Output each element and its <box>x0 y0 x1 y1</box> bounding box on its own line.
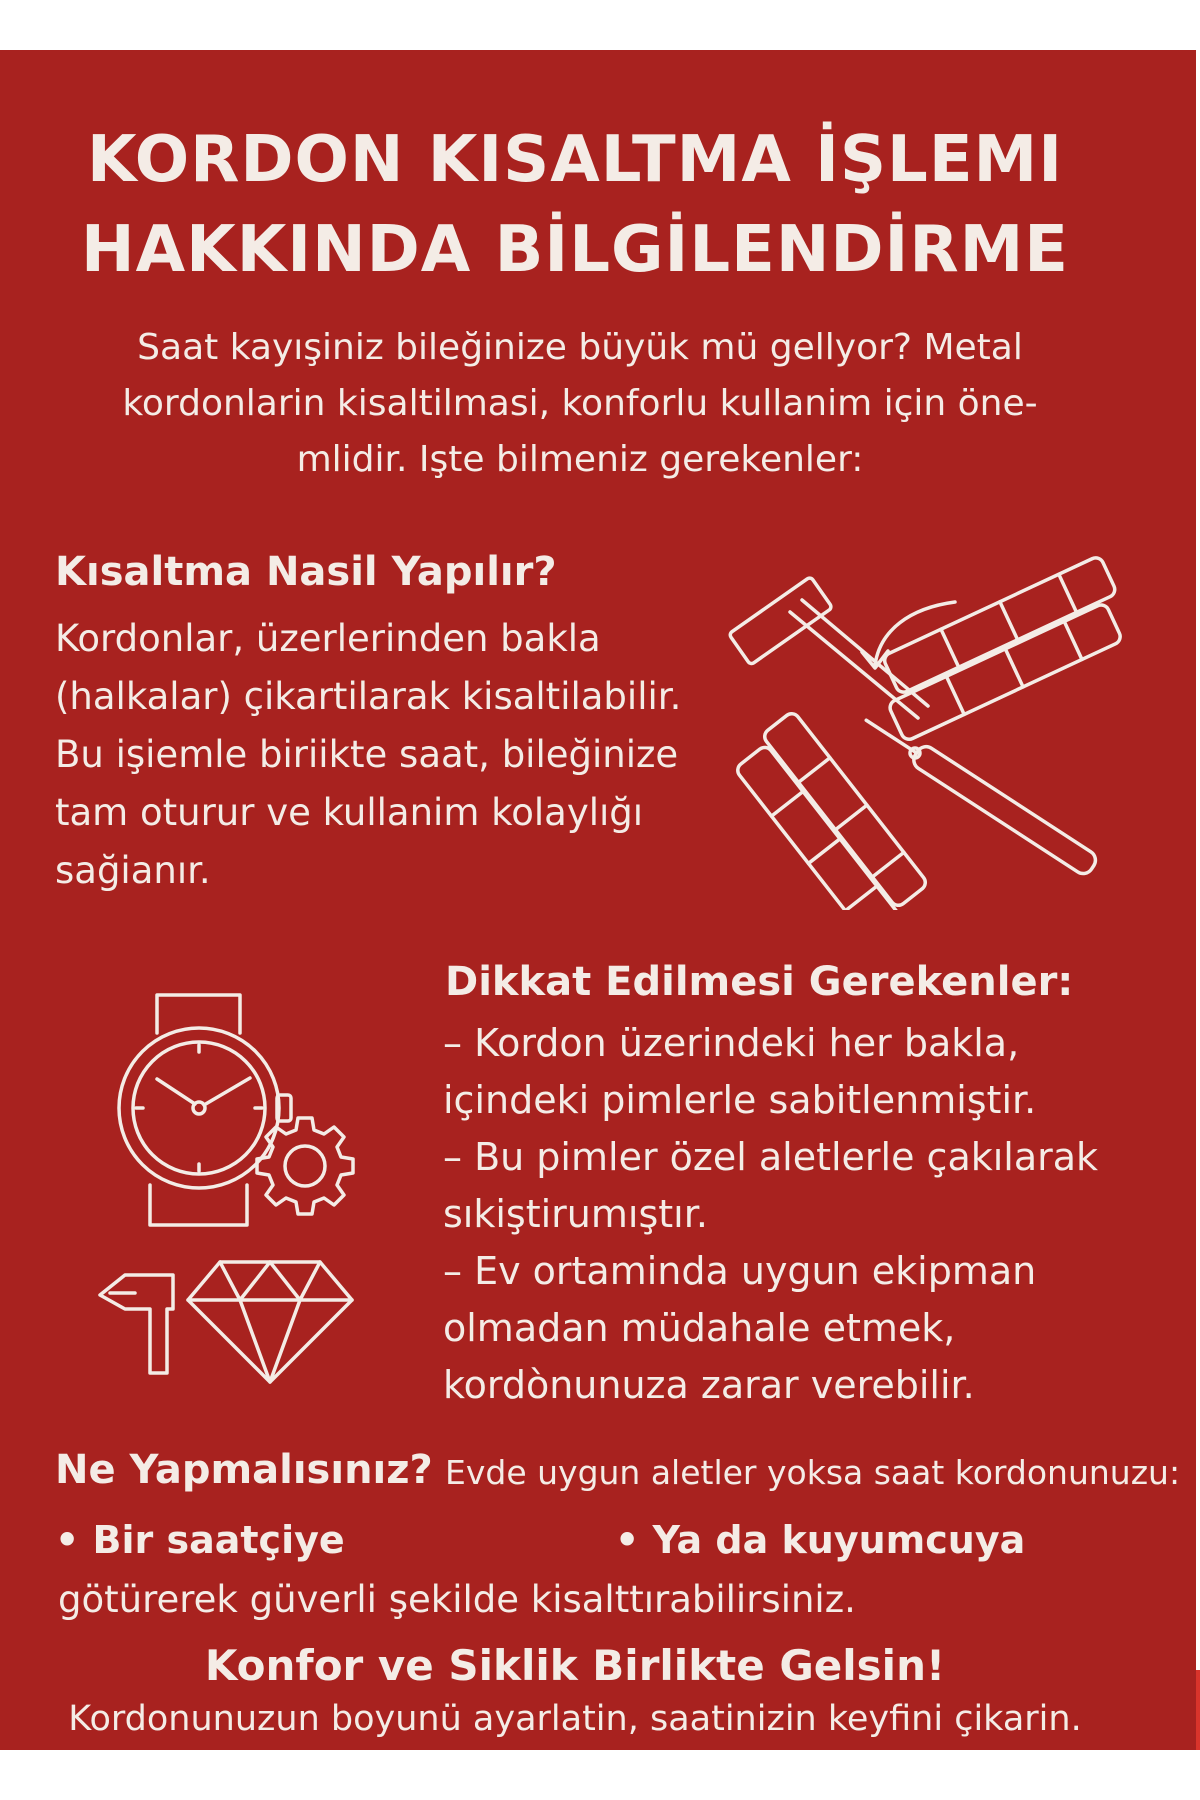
footer-heading: Konfor ve Siklik Birlikte Gelsin! <box>204 1641 946 1690</box>
attention-heading: Dikkat Edilmesi Gerekenler: <box>445 959 1074 1005</box>
how-heading: Kısaltma Nasil Yapılır? <box>55 549 557 595</box>
intro-line-2: kordonlarin kisaltilmasi, konforlu kullanim için öne- <box>122 383 1038 424</box>
bullet-watchmaker: • Bir saatçiye <box>55 1518 345 1562</box>
how-line: (halkalar) çikartilarak kisaltilabilir. <box>55 675 682 718</box>
what-closing: götürerek güverli şekilde kisalttırabilirsiniz. <box>58 1578 856 1621</box>
attention-body <box>443 1015 1098 1414</box>
attention-line: – Bu pimler özel aletlerle çakılarak <box>443 1135 1099 1179</box>
intro-line-3: mlidir. Işte bilmeniz gerekenler: <box>296 439 864 480</box>
hammer-bracelet-pin-icon <box>710 550 1150 910</box>
edge-accent <box>1196 1670 1200 1750</box>
diamond-icon <box>180 1250 360 1390</box>
how-line: Bu işiemle biriikte saat, bileğinize <box>55 733 679 776</box>
how-line: sağianır. <box>55 849 211 892</box>
title-line-2: HAKKINDA BİLGİLENDİRME <box>81 213 1069 287</box>
intro-line-1: Saat kayışiniz bileğinize büyük mü gellyor? Metal <box>137 327 1023 368</box>
how-line: tam oturur ve kullanim kolaylığı <box>55 791 644 834</box>
attention-line: olmadan müdahale etmek, <box>443 1306 956 1350</box>
attention-line: – Kordon üzerindeki her bakla, <box>443 1021 1020 1065</box>
bullet-jeweler: • Ya da kuyumcuya <box>615 1518 1026 1562</box>
attention-line: – Ev ortaminda uygun ekipman <box>443 1249 1037 1293</box>
how-line: Kordonlar, üzerlerinden bakla <box>55 617 601 660</box>
what-heading: Ne Yapmalısınız? <box>55 1447 433 1493</box>
right-border <box>1196 0 1200 1800</box>
how-body <box>55 610 681 900</box>
gear-icon <box>250 1110 360 1220</box>
attention-line: kordònunuza zarar verebilir. <box>443 1363 975 1407</box>
info-poster <box>0 50 1196 1750</box>
title-line-1: KORDON KISALTMA İŞLEMI <box>86 123 1064 197</box>
attention-line: sıkiştirumıştır. <box>443 1192 708 1236</box>
attention-line: içindeki pimlerle sabitlenmiştir. <box>443 1078 1037 1122</box>
footer-text: Kordonunuzun boyunü ayarlatin, saatinizin keyfini çikarin. <box>68 1699 1082 1739</box>
what-subtext: Evde uygun aletler yoksa saat kordonunuzu: <box>445 1453 1181 1492</box>
